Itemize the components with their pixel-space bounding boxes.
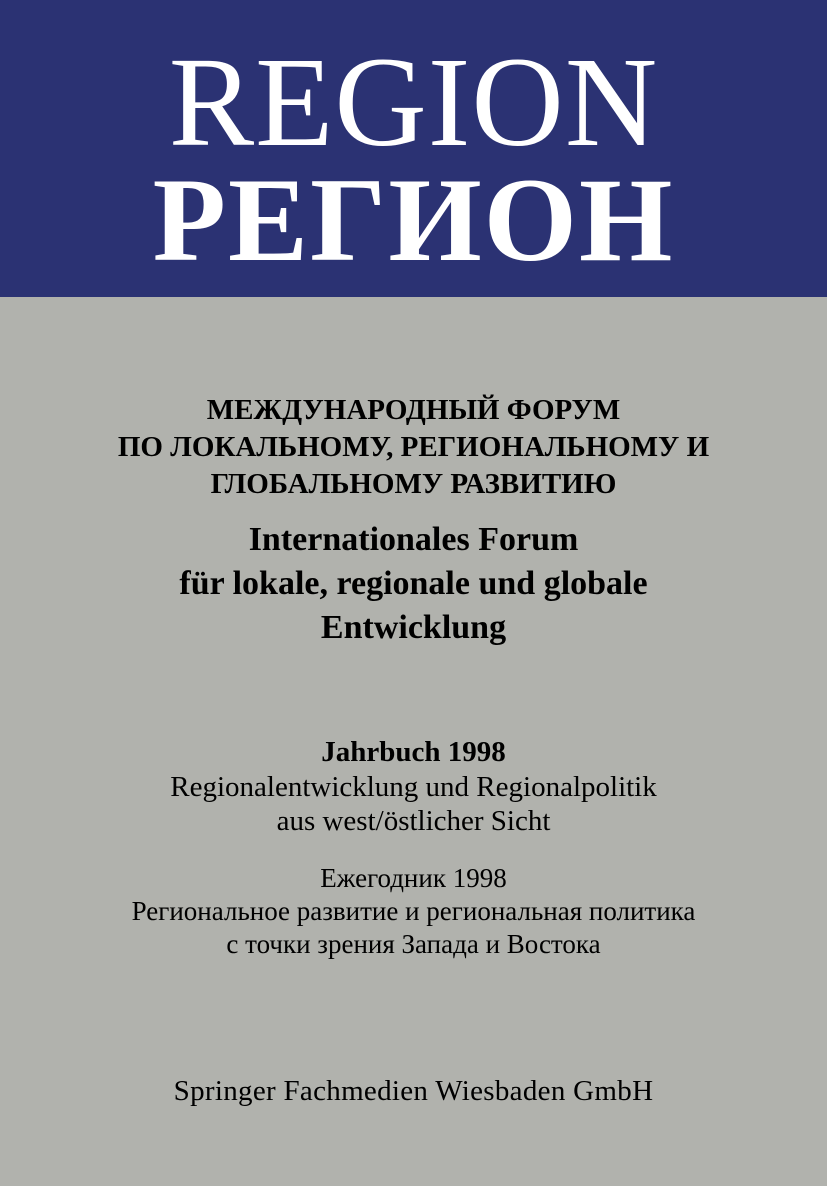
publisher-name: Springer Fachmedien Wiesbaden GmbH [173, 1075, 654, 1107]
yearbook-ru-line-2: Региональное развитие и региональная политика [131, 896, 696, 926]
yearbook-ru-line-3: с точки зрения Запада и Востока [226, 929, 601, 959]
forum-ru-line-3: ГЛОБАЛЬНОМУ РАЗВИТИЮ [210, 468, 617, 500]
yearbook-russian [0, 862, 827, 961]
forum-ru-line-1: МЕЖДУНАРОДНЫЙ ФОРУМ [206, 394, 621, 426]
yearbook-ru-line-1: Ежегодник 1998 [320, 863, 507, 893]
yearbook-de-subtitle-line-2: aus west/östlicher Sicht [276, 805, 551, 837]
forum-title-russian [0, 392, 827, 503]
forum-de-line-1: Internationales Forum [248, 521, 579, 558]
forum-de-line-2: für lokale, regionale und globale [179, 565, 648, 602]
title-cyrillic: РЕГИОН [152, 153, 675, 286]
yearbook-de-subtitle-line-1: Regionalentwicklung und Regionalpolitik [170, 771, 657, 803]
forum-de-line-3: Entwicklung [320, 609, 507, 646]
title-banner [0, 0, 827, 297]
yearbook-title-german: Jahrbuch 1998 [321, 736, 506, 768]
title-latin: REGION [168, 31, 659, 173]
forum-ru-line-2: ПО ЛОКАЛЬНОМУ, РЕГИОНАЛЬНОМУ И [117, 431, 710, 463]
yearbook-subtitle-german [0, 770, 827, 838]
forum-title-german [0, 518, 827, 650]
